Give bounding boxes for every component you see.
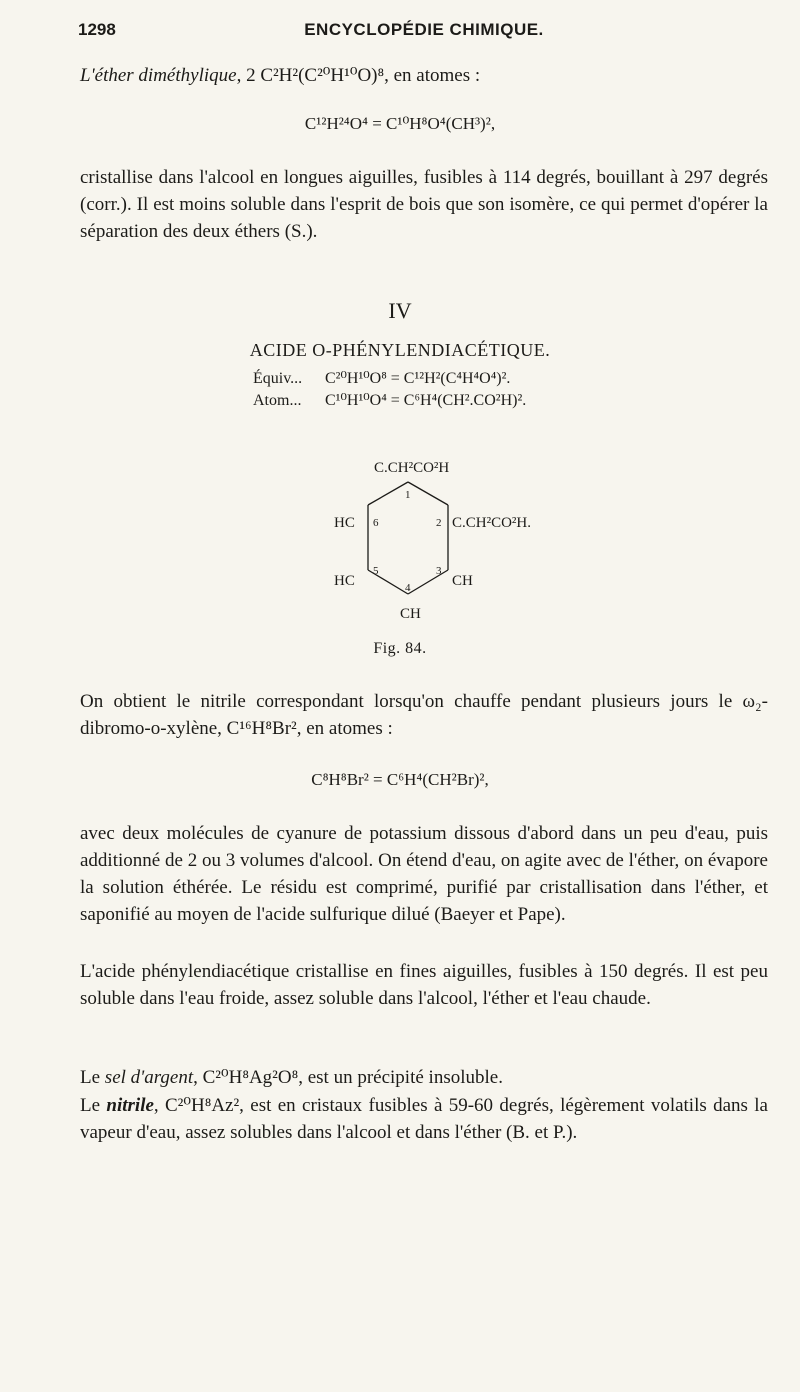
page-number: 1298 — [78, 20, 116, 39]
equiv-formula: C²⁰H¹⁰O⁸ = C¹²H²(C⁴H⁴O⁴)². — [325, 370, 511, 387]
group-bottom: CH — [400, 606, 421, 622]
paragraph-nitrile-preparation: On obtient le nitrile correspondant lorsqu'on chauffe pendant plusieurs jours le ω₂-dibromo-o-xylène, C¹⁶H⁸Br², en atomes : — [80, 691, 768, 739]
equiv-line — [253, 368, 510, 390]
position-1: 1 — [405, 489, 411, 501]
position-6: 6 — [373, 517, 379, 529]
silver-salt-text: , C²⁰H⁸Ag²O⁸, est un précipité insoluble. — [193, 1067, 503, 1088]
benzene-ring-figure — [316, 446, 546, 626]
formula-ether-atoms: C¹²H²⁴O⁴ = C¹⁰H⁸O⁴(CH³)², — [304, 114, 496, 133]
group-right-top: C.CH²CO²H. — [452, 515, 532, 531]
group-top: C.CH²CO²H — [374, 460, 450, 476]
atom-label: Atom... — [253, 392, 302, 409]
ring-bond-3-4 — [408, 570, 448, 594]
nitrile-name: nitrile — [106, 1095, 154, 1116]
ether-text: , 2 C²H²(C²⁰H¹⁰O)⁸, en atomes : — [236, 65, 481, 86]
position-3: 3 — [436, 565, 442, 577]
running-title: ENCYCLOPÉDIE CHIMIQUE. — [304, 20, 544, 39]
formula-dibromoxylene: C⁸H⁸Br² = C⁶H⁴(CH²Br)², — [311, 770, 489, 789]
section-title: ACIDE O-PHÉNYLENDIACÉTIQUE. — [249, 340, 551, 360]
position-4: 4 — [405, 582, 411, 594]
paragraph-silver-salt — [80, 1064, 768, 1091]
silver-prefix: Le — [80, 1067, 105, 1088]
page-header — [78, 20, 770, 46]
nitrile-text: , C²⁰H⁸Az², est en cristaux fusibles à 59-60 degrés, légèrement volatils dans la vapeur d'eau, assez solubles dans l'alcool et dans l'éther (B. et P.). — [80, 1095, 768, 1143]
figure-caption: Fig. 84. — [373, 640, 427, 657]
group-right-bottom: CH — [452, 573, 473, 589]
position-5: 5 — [373, 565, 379, 577]
section-numeral: IV — [388, 298, 412, 323]
paragraph-nitrile — [80, 1092, 768, 1146]
silver-salt-name: sel d'argent — [104, 1067, 194, 1088]
paragraph-acid-properties: L'acide phénylendiacétique cristallise en fines aiguilles, fusibles à 150 degrés. Il est peu soluble dans l'eau froide, assez soluble dans l'alcool, l'éther et l'eau chaude. — [80, 961, 768, 1009]
ring-bond-6-1 — [368, 482, 408, 505]
ring-bond-1-2 — [408, 482, 448, 505]
paragraph-ether-properties: cristallise dans l'alcool en longues aiguilles, fusibles à 114 degrés, bouillant à 297 degrés (corr.). Il est moins soluble dans l'esprit de bois que son isomère, ce qui permet d'opérer la séparation des deux éthers (S.). — [80, 167, 768, 242]
nitrile-prefix: Le — [80, 1095, 107, 1116]
atom-line — [253, 390, 526, 412]
atom-formula: C¹⁰H¹⁰O⁴ = C⁶H⁴(CH².CO²H)². — [325, 392, 527, 409]
paragraph-procedure: avec deux molécules de cyanure de potassium dissous d'abord dans un peu d'eau, puis additionné de 2 ou 3 volumes d'alcool. On étend d'eau, on agite avec de l'éther, on évapore la solution éthérée. Le résidu est comprimé, purifié par cristallisation dans l'éther, et saponifié au moyen de l'acide sulfurique dilué (Baeyer et Pape). — [80, 823, 768, 925]
paragraph-ether — [80, 62, 768, 89]
equiv-label: Équiv... — [253, 370, 303, 387]
group-left-top: HC — [334, 515, 355, 531]
group-left-bottom: HC — [334, 573, 355, 589]
ether-name: L'éther diméthylique — [80, 65, 237, 86]
position-2: 2 — [436, 517, 442, 529]
